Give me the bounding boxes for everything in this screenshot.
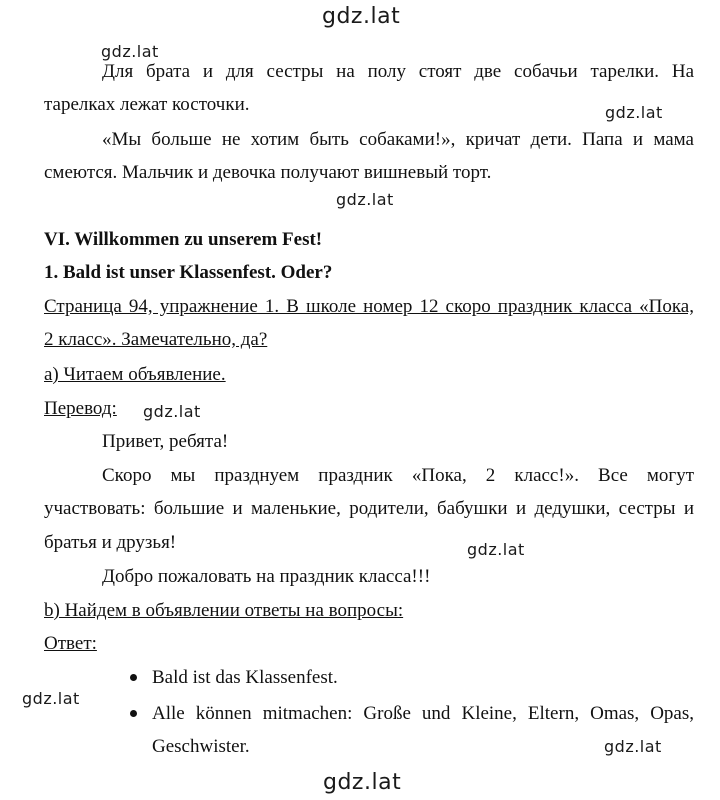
answer-item: Alle können mitmachen: Große und Kleine, Eltern, Omas, Opas,: [152, 703, 694, 724]
watermark: gdz.lat: [22, 689, 80, 708]
watermark: gdz.lat: [605, 103, 663, 122]
watermark: gdz.lat: [467, 540, 525, 559]
paragraph-line: тарелках лежат косточки.: [44, 94, 250, 115]
answer-label: Ответ:: [44, 633, 97, 654]
watermark: gdz.lat: [604, 737, 662, 756]
welcome-text: Добро пожаловать на праздник класса!!!: [102, 566, 431, 587]
paragraph-line: «Мы больше не хотим быть собаками!», кричат дети. Папа и мама: [102, 129, 694, 150]
part-b-heading: b) Найдем в объявлении ответы на вопросы:: [44, 600, 404, 621]
translation-label: Перевод:: [44, 398, 117, 419]
bullet-icon: [130, 710, 137, 717]
answer-item: Bald ist das Klassenfest.: [152, 667, 338, 688]
greeting: Привет, ребята!: [102, 431, 229, 452]
watermark: gdz.lat: [336, 190, 394, 209]
subsection-title: 1. Bald ist unser Klassenfest. Oder?: [44, 262, 333, 283]
task-line: 2 класс». Замечательно, да?: [44, 329, 268, 350]
part-a-heading: а) Читаем объявление.: [44, 364, 226, 385]
watermark: gdz.lat: [323, 770, 402, 795]
paragraph-line: смеются. Мальчик и девочка получают вишневый торт.: [44, 162, 492, 183]
watermark: gdz.lat: [143, 402, 201, 421]
bullet-icon: [130, 674, 137, 681]
answer-item-continued: Geschwister.: [152, 736, 250, 757]
announcement-line: Скоро мы празднуем праздник «Пока, 2 класс!». Все могут: [102, 465, 694, 486]
watermark: gdz.lat: [322, 4, 401, 29]
paragraph-line: Для брата и для сестры на полу стоят две собачьи тарелки. На: [102, 61, 694, 82]
watermark: gdz.lat: [101, 42, 159, 61]
announcement-line: участвовать: большие и маленькие, родители, бабушки и дедушки, сестры и: [44, 498, 694, 519]
announcement-line: братья и друзья!: [44, 532, 177, 553]
section-title: VI. Willkommen zu unserem Fest!: [44, 229, 323, 250]
task-line: Страница 94, упражнение 1. В школе номер 12 скоро праздник класса «Пока,: [44, 296, 694, 317]
